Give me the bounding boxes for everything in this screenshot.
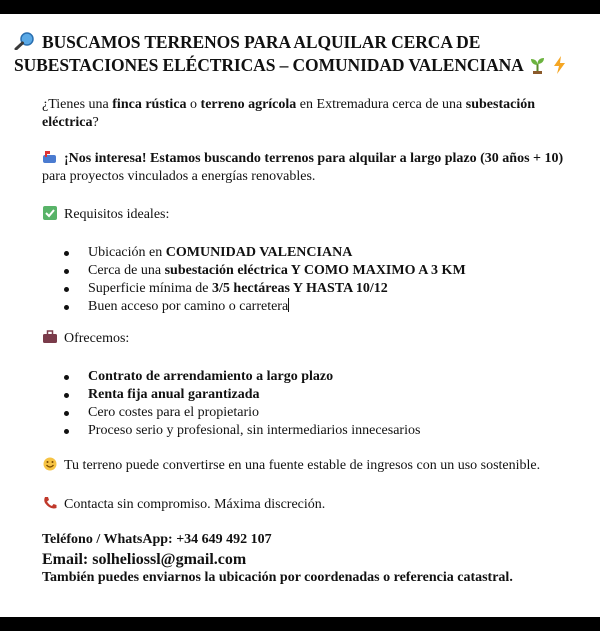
item-text: Buen acceso por camino o carretera: [88, 299, 289, 314]
list-item: [64, 262, 584, 280]
title-line-1: BUSCAMOS TERRENOS PARA ALQUILAR CERCA DE: [42, 32, 481, 52]
list-item: [64, 422, 584, 440]
requirements-list: [64, 244, 584, 316]
contact-note-text: Contacta sin compromiso. Máxima discreción.: [64, 497, 326, 512]
item-bold: Contrato de arrendamiento a largo plazo: [88, 369, 334, 384]
interest-rest: para proyectos vinculados a energías renovables.: [42, 169, 316, 184]
item-text: Ubicación en: [88, 245, 166, 260]
offer-list: [64, 368, 584, 440]
briefcase-icon: [42, 330, 58, 344]
list-item: [64, 386, 584, 404]
intro-text: en Extremadura cerca de una: [296, 97, 466, 112]
requirements-title: Requisitos ideales:: [64, 207, 170, 222]
mailbox-icon: [42, 150, 58, 164]
phone-line: Teléfono / WhatsApp: +34 649 492 107: [42, 532, 272, 547]
interest-bold: ¡Nos interesa! Estamos buscando terrenos para alquilar a largo plazo (30 años + 10): [64, 151, 564, 166]
income-text: Tu terreno puede convertirse en una fuente estable de ingresos con un uso sostenible.: [64, 458, 541, 473]
interest-paragraph: [42, 150, 590, 186]
intro-text: ¿Tienes una: [42, 97, 113, 112]
offer-title: Ofrecemos:: [64, 331, 130, 346]
intro-text: o: [186, 97, 201, 112]
list-item: [64, 298, 584, 316]
item-text: Superficie mínima de: [88, 281, 213, 296]
title-line-2: SUBESTACIONES ELÉCTRICAS – COMUNIDAD VALENCIANA: [14, 55, 524, 75]
item-bold: Renta fija anual garantizada: [88, 387, 260, 402]
item-text: Cero costes para el propietario: [88, 405, 260, 420]
list-item: [64, 368, 584, 386]
income-paragraph: [42, 457, 590, 475]
list-item: [64, 404, 584, 422]
email-line: Email: solheliossl@gmail.com: [42, 551, 247, 568]
phone-icon: [42, 496, 58, 510]
requirements-heading: [42, 206, 590, 224]
check-mark-icon: [42, 206, 58, 220]
intro-subestacion: subestación eléctrica: [42, 97, 535, 130]
intro-text: ?: [92, 115, 99, 130]
smiley-icon: [42, 457, 58, 471]
text-cursor: [288, 298, 289, 312]
contact-note: [42, 496, 590, 514]
intro-finca: finca rústica: [112, 97, 187, 112]
item-bold: 3/5 hectáreas Y HASTA 10/12: [212, 281, 388, 296]
item-bold: subestación eléctrica Y COMO MAXIMO A 3 KM: [164, 263, 466, 278]
page-title: [14, 31, 594, 77]
list-item: [64, 244, 584, 262]
item-text: Proceso serio y profesional, sin intermediarios innecesarios: [88, 423, 421, 438]
offer-heading: [42, 330, 590, 348]
item-text: Cerca de una: [88, 263, 165, 278]
item-bold: COMUNIDAD VALENCIANA: [165, 245, 353, 260]
intro-terreno: terreno agrícola: [200, 97, 297, 112]
lightning-icon: [551, 56, 568, 74]
sprout-icon: [529, 56, 546, 74]
intro-paragraph: [42, 96, 590, 132]
location-line: También puedes enviarnos la ubicación por coordenadas o referencia catastral.: [42, 570, 513, 585]
magnifier-icon: [14, 32, 36, 50]
list-item: [64, 280, 584, 298]
